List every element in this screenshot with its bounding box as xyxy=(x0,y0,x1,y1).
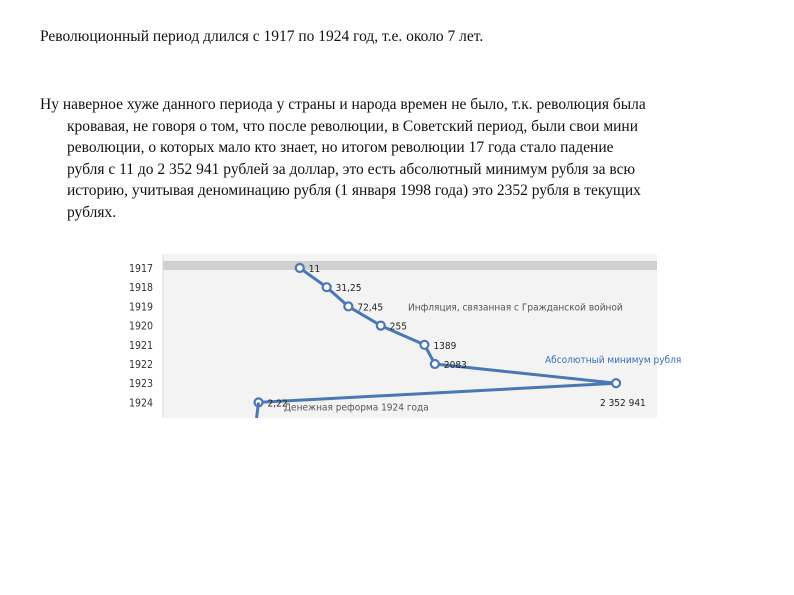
heading-line: Революционный период длился с 1917 по 1924 год, т.е. около 7 лет. xyxy=(40,28,484,45)
year-tick-label: 1922 xyxy=(128,359,153,371)
data-label: 2 352 941 xyxy=(600,398,646,410)
ruble-rate-chart xyxy=(113,254,682,418)
chart-annotation: Инфляция, связанная с Гражданской войной xyxy=(408,302,623,314)
data-label: 2,22 xyxy=(267,398,288,410)
body-paragraph xyxy=(40,94,760,224)
year-tick-label: 1919 xyxy=(128,301,153,314)
data-label: 1389 xyxy=(433,340,457,352)
year-tick-label: 1917 xyxy=(128,263,153,275)
series-line-tail xyxy=(257,402,259,418)
data-point xyxy=(323,283,331,291)
year-axis-area xyxy=(113,254,163,418)
paragraph-line: рублях. xyxy=(67,203,117,221)
chart-annotation: Денежная реформа 1924 года xyxy=(284,402,429,414)
data-point xyxy=(431,360,439,368)
paragraph-line: кровавая, не говоря о том, что после революции, в Советский период, были свои мини xyxy=(67,117,639,135)
chart-annotation: Абсолютный минимум рубля xyxy=(545,355,682,366)
data-label: 31,25 xyxy=(335,283,362,295)
paragraph-line: революции, о которых мало кто знает, но итогом революции 17 года стало падение xyxy=(67,139,614,157)
year-tick-label: 1924 xyxy=(128,397,153,410)
data-label: 2083 xyxy=(443,360,467,371)
data-point xyxy=(420,341,428,349)
top-band xyxy=(163,261,657,270)
data-label: 255 xyxy=(389,321,407,333)
data-point xyxy=(377,322,385,330)
chart-svg xyxy=(113,254,682,418)
paragraph-line: Ну наверное хуже данного периода у страны и народа времен не было, т.к. революция была xyxy=(40,96,646,113)
data-point xyxy=(344,302,352,310)
data-point xyxy=(612,379,620,387)
year-tick-label: 1921 xyxy=(128,339,153,352)
chart-background xyxy=(113,254,657,418)
paragraph-line: историю, учитывая деноминацию рубля (1 января 1998 года) это 2352 рубля в текущих xyxy=(67,182,641,200)
data-label: 72,45 xyxy=(357,302,384,314)
year-tick-label: 1920 xyxy=(128,320,153,333)
data-point xyxy=(296,264,304,272)
data-label: 11 xyxy=(308,264,321,275)
paragraph-line: рубля с 11 до 2 352 941 рублей за доллар, это есть абсолютный минимум рубля за всю xyxy=(67,160,636,178)
year-tick-label: 1918 xyxy=(128,282,153,295)
year-tick-label: 1923 xyxy=(128,378,153,391)
